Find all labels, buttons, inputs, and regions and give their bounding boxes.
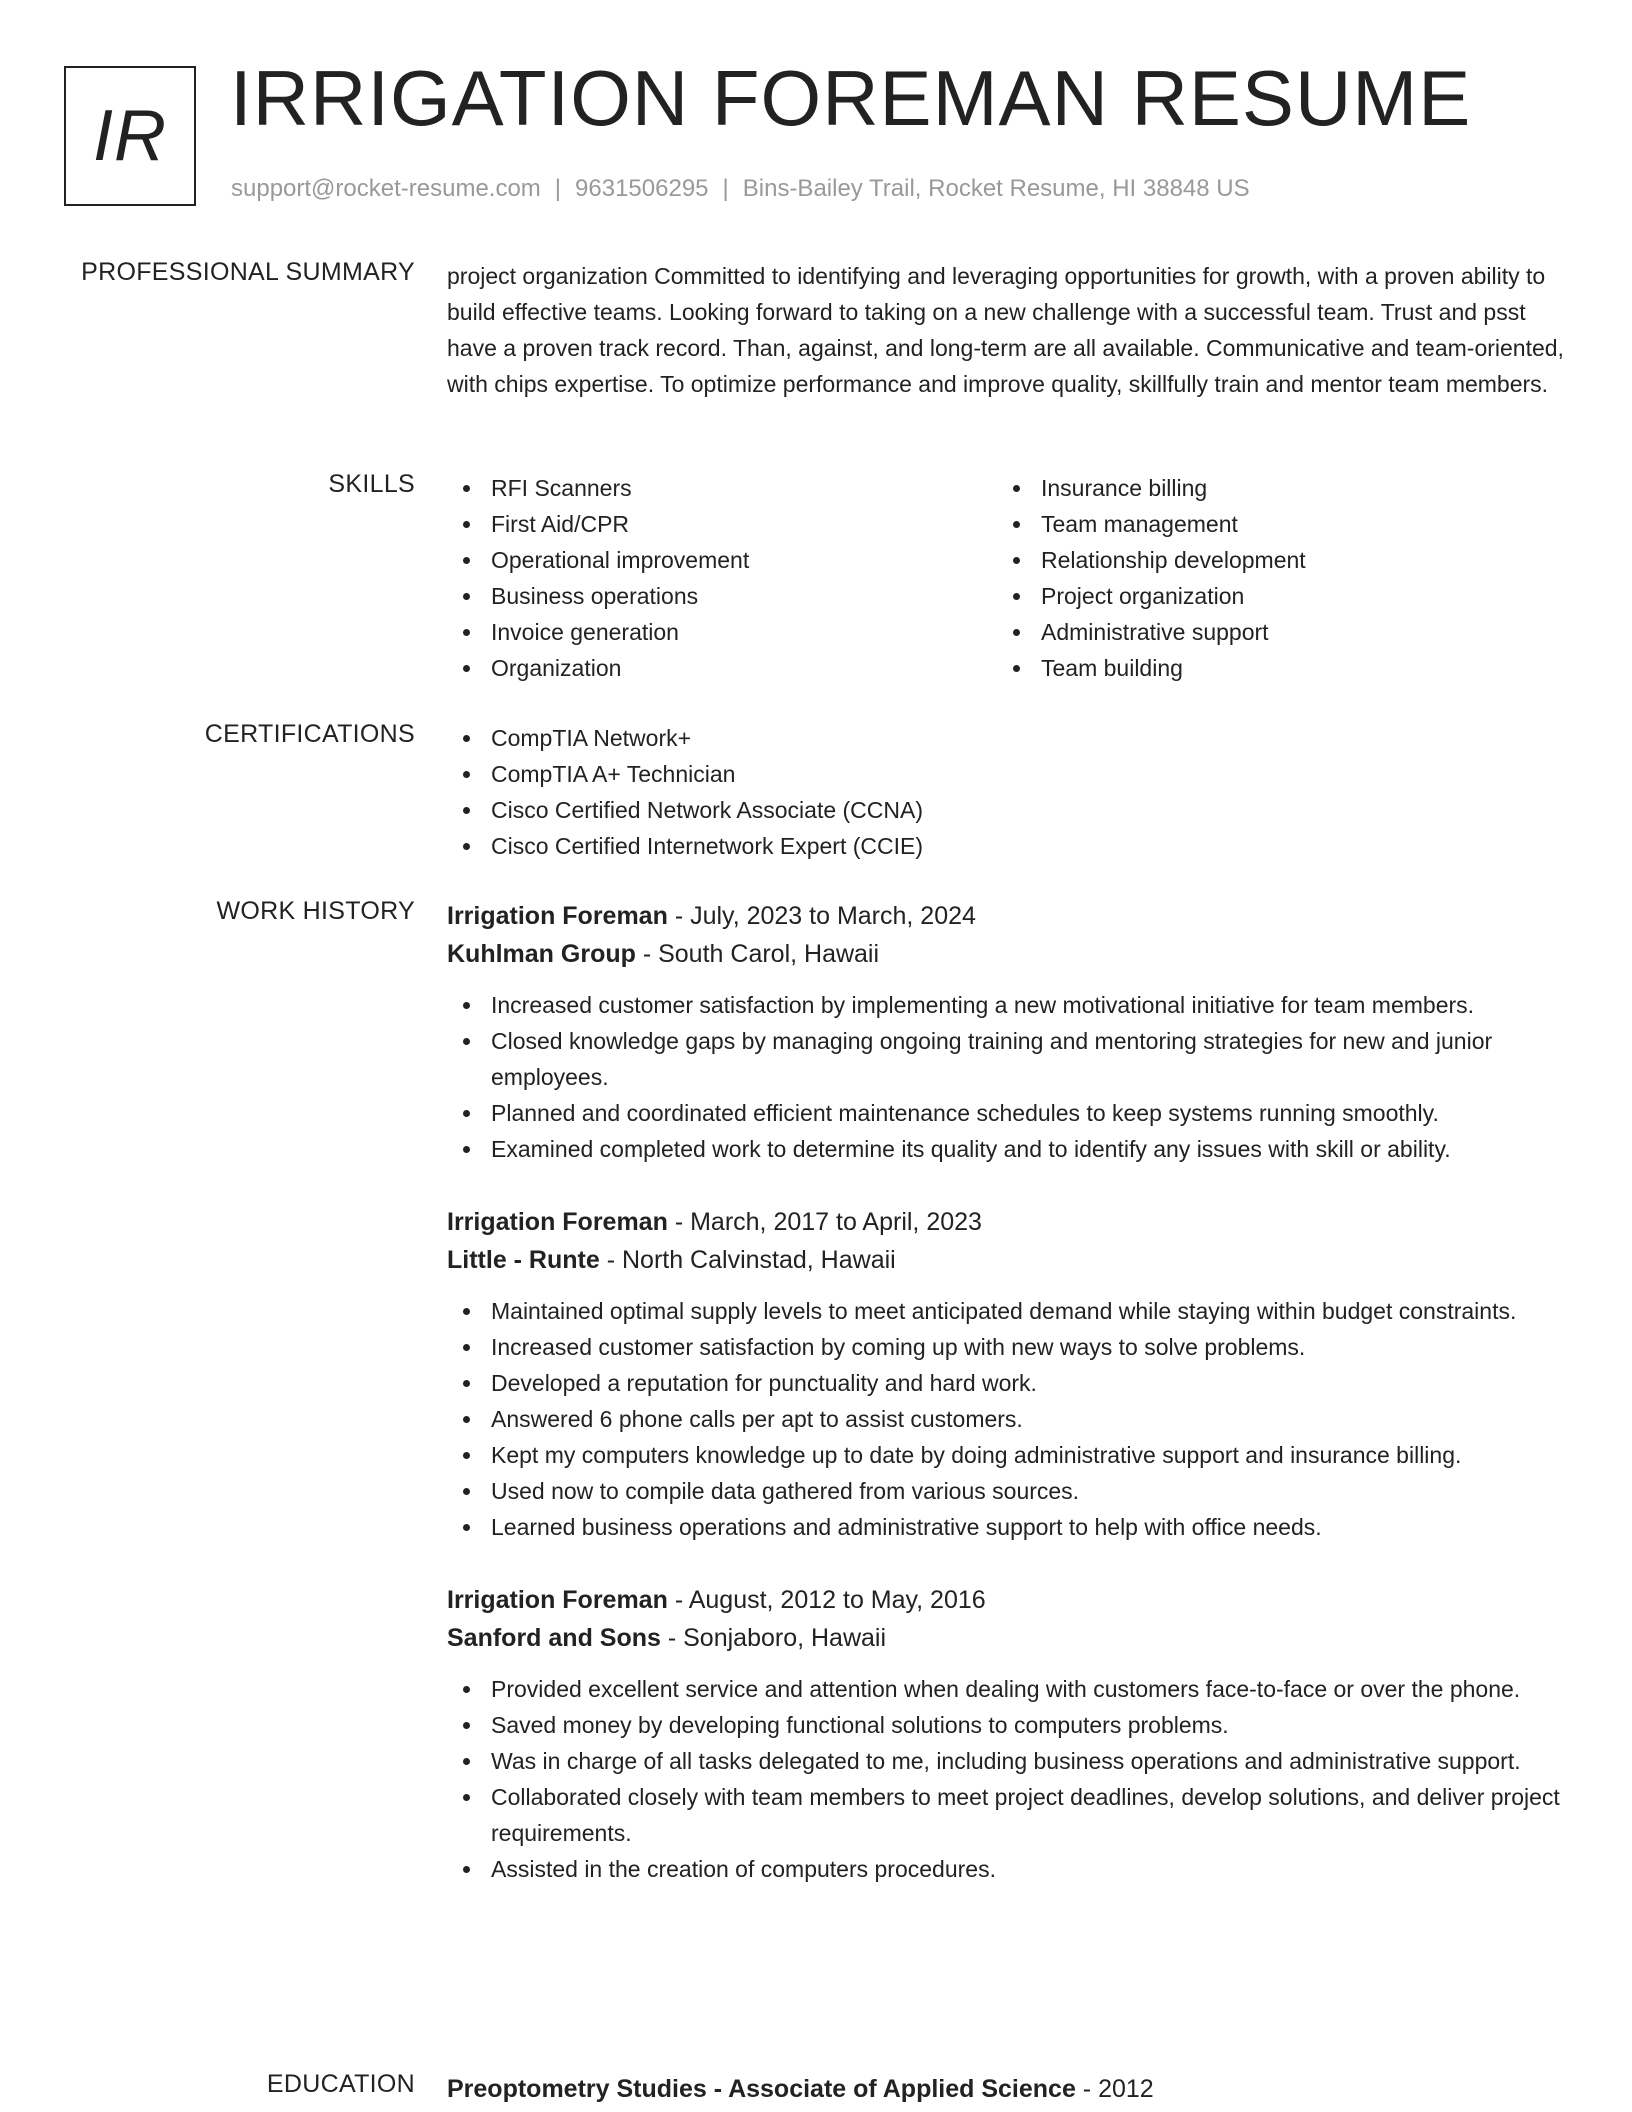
resume-title: IRRIGATION FOREMAN RESUME [230, 54, 1472, 142]
education-body [447, 2070, 1567, 2108]
job-bullet: Was in charge of all tasks delegated to me, including business operations and administrative support. [447, 1743, 1567, 1779]
job-bullets [447, 1293, 1567, 1545]
job-location: - Sonjaboro, Hawaii [660, 1624, 887, 1652]
contact-phone[interactable]: 9631506295 [575, 175, 709, 202]
skill-item: RFI Scanners [447, 470, 997, 506]
certification-item: Cisco Certified Internetwork Expert (CCIE) [447, 828, 1567, 864]
certifications-label: CERTIFICATIONS [204, 720, 415, 748]
contact-separator: | [554, 175, 562, 202]
job-dates: - August, 2012 to May, 2016 [667, 1586, 986, 1614]
certifications-body [447, 720, 1567, 864]
summary-body [447, 258, 1567, 402]
skill-item: First Aid/CPR [447, 506, 997, 542]
skill-item: Administrative support [997, 614, 1547, 650]
job-bullet: Kept my computers knowledge up to date by doing administrative support and insurance billing. [447, 1437, 1567, 1473]
education-label: EDUCATION [266, 2070, 415, 2098]
skill-item: Relationship development [997, 542, 1547, 578]
job-title: Irrigation Foreman [447, 1586, 668, 1614]
job-bullet: Collaborated closely with team members to meet project deadlines, develop solutions, and deliver project requirements. [447, 1779, 1567, 1851]
job-bullet: Assisted in the creation of computers procedures. [447, 1851, 1567, 1887]
skill-item: Team building [997, 650, 1547, 686]
contact-email[interactable]: support@rocket-resume.com [231, 175, 541, 202]
job-entry [447, 897, 1567, 1167]
skill-item: Team management [997, 506, 1547, 542]
work-history-body [447, 897, 1567, 1923]
job-title-line [447, 1581, 1567, 1619]
job-entry [447, 1203, 1567, 1545]
skill-item: Project organization [997, 578, 1547, 614]
education-year: - 2012 [1075, 2075, 1154, 2103]
work-history-label: WORK HISTORY [216, 897, 415, 925]
contact-separator: | [722, 175, 729, 202]
certification-item: CompTIA Network+ [447, 720, 1567, 756]
skills-label: SKILLS [328, 470, 415, 498]
job-company-line [447, 935, 1567, 973]
skills-body [447, 470, 1567, 686]
job-bullet: Answered 6 phone calls per apt to assist customers. [447, 1401, 1567, 1437]
certifications-list [447, 720, 1567, 864]
job-bullet: Provided excellent service and attention when dealing with customers face-to-face or over the phone. [447, 1671, 1567, 1707]
job-title: Irrigation Foreman [447, 902, 668, 930]
education-degree: Preoptometry Studies - Associate of Applied Science [447, 2075, 1076, 2103]
job-company-line [447, 1241, 1567, 1279]
job-bullets [447, 987, 1567, 1167]
job-bullet: Examined completed work to determine its quality and to identify any issues with skill or ability. [447, 1131, 1567, 1167]
skill-item: Business operations [447, 578, 997, 614]
skill-item: Operational improvement [447, 542, 997, 578]
monogram-box [64, 66, 196, 206]
skill-item: Insurance billing [997, 470, 1547, 506]
job-bullet: Maintained optimal supply levels to meet anticipated demand while staying within budget constraints. [447, 1293, 1567, 1329]
job-bullets [447, 1671, 1567, 1887]
job-location: - South Carol, Hawaii [635, 940, 880, 968]
job-bullet: Learned business operations and administrative support to help with office needs. [447, 1509, 1567, 1545]
certification-item: CompTIA A+ Technician [447, 756, 1567, 792]
job-bullet: Developed a reputation for punctuality and hard work. [447, 1365, 1567, 1401]
job-bullet: Closed knowledge gaps by managing ongoing training and mentoring strategies for new and junior employees. [447, 1023, 1567, 1095]
monogram-initials: IR [93, 96, 167, 176]
job-bullet: Used now to compile data gathered from various sources. [447, 1473, 1567, 1509]
job-company: Little - Runte [447, 1246, 600, 1274]
contact-address: Bins-Bailey Trail, Rocket Resume, HI 38848 US [742, 175, 1250, 202]
job-bullet: Increased customer satisfaction by coming up with new ways to solve problems. [447, 1329, 1567, 1365]
job-location: - North Calvinstad, Hawaii [599, 1246, 896, 1274]
job-title-line [447, 1203, 1567, 1241]
job-dates: - March, 2017 to April, 2023 [667, 1208, 982, 1236]
job-bullet: Increased customer satisfaction by implementing a new motivational initiative for team members. [447, 987, 1567, 1023]
summary-label: PROFESSIONAL SUMMARY [81, 258, 415, 286]
job-title-line [447, 897, 1567, 935]
job-company: Sanford and Sons [447, 1624, 661, 1652]
certification-item: Cisco Certified Network Associate (CCNA) [447, 792, 1567, 828]
job-bullet: Planned and coordinated efficient maintenance schedules to keep systems running smoothly. [447, 1095, 1567, 1131]
job-title: Irrigation Foreman [447, 1208, 668, 1236]
job-dates: - July, 2023 to March, 2024 [667, 902, 976, 930]
job-company-line [447, 1619, 1567, 1657]
job-bullet: Saved money by developing functional solutions to computers problems. [447, 1707, 1567, 1743]
skills-list-right [997, 470, 1547, 686]
job-entry [447, 1581, 1567, 1887]
skill-item: Organization [447, 650, 997, 686]
job-company: Kuhlman Group [447, 940, 636, 968]
summary-text: project organization Committed to identifying and leveraging opportunities for growth, with a proven ability to build effective teams. Looking forward to taking on a new challenge with a successful team. Trust and psst have a proven track record. Than, against, and long-term are all available. Communicative and team-oriented, with chips expertise. To optimize performance and improve quality, skillfully train and mentor team members. [447, 263, 1564, 397]
skills-list-left [447, 470, 997, 686]
contact-line [231, 175, 1250, 203]
skill-item: Invoice generation [447, 614, 997, 650]
education-line [447, 2070, 1567, 2108]
